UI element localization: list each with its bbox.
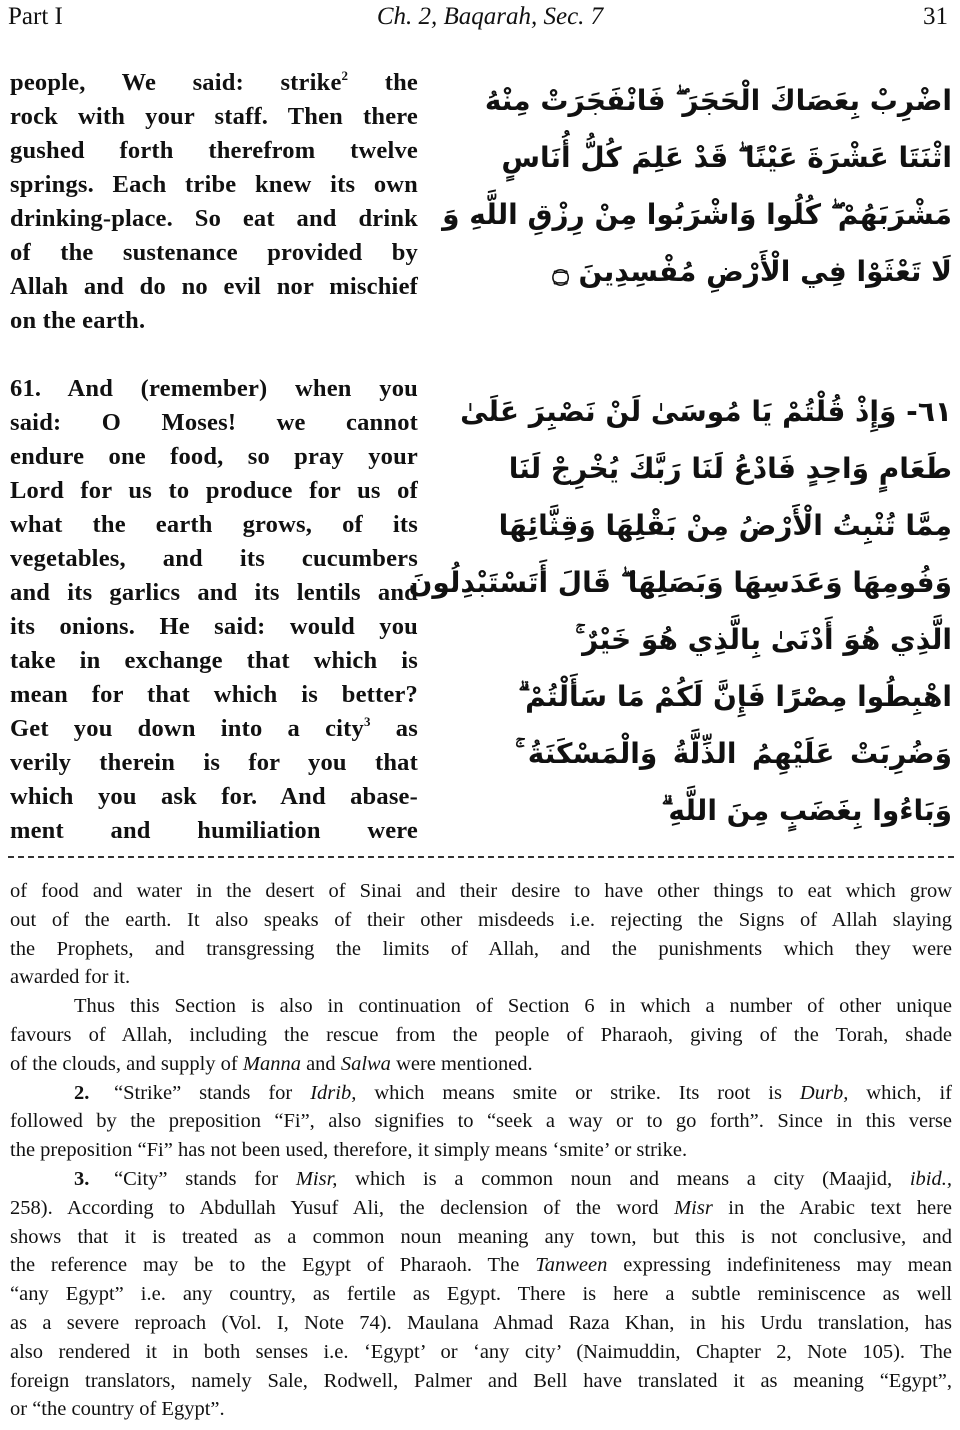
text-line bbox=[10, 1367, 952, 1396]
footnote-divider bbox=[8, 856, 954, 858]
text-run: Allah and do no evil nor mischief bbox=[10, 273, 418, 300]
italic-term: Tanween bbox=[535, 1254, 608, 1277]
italic-term: Salwa bbox=[340, 1052, 391, 1075]
text-line bbox=[10, 1251, 952, 1280]
text-run: the Prophets, and transgressing the limits of Allah, and the punishments which they were bbox=[10, 937, 952, 960]
text-run: and bbox=[300, 1052, 341, 1075]
text-run: were mentioned. bbox=[390, 1052, 533, 1075]
running-head-chapter: Ch. 2, Baqarah, Sec. 7 bbox=[376, 3, 604, 30]
italic-term: Misr bbox=[674, 1196, 713, 1219]
arabic-verse-61 bbox=[408, 383, 952, 839]
text-run: as bbox=[370, 715, 418, 742]
footnote-number: 2. bbox=[74, 1081, 90, 1104]
text-line bbox=[10, 372, 418, 406]
text-run: favours of Allah, including the rescue from the people of Pharaoh, giving of the Torah, shade bbox=[10, 1023, 952, 1046]
text-line bbox=[10, 1079, 952, 1108]
arabic-line: وَبَاءُوا بِغَضَبٍ مِنَ اللَّهِ ۗ bbox=[661, 794, 952, 827]
arabic-line: الَّذِي هُوَ أَدْنَىٰ بِالَّذِي هُوَ خَيْرٌ ۚ bbox=[575, 623, 952, 656]
italic-term: Manna bbox=[242, 1052, 301, 1075]
text-line bbox=[10, 780, 418, 814]
italic-term: Misr, bbox=[295, 1167, 338, 1190]
text-line bbox=[10, 712, 418, 746]
text-run: Thus this Section is also in continuation of Section 6 in which a number of other unique bbox=[74, 995, 952, 1018]
text-run: on the earth. bbox=[10, 307, 146, 334]
text-run: verily therein is for you that bbox=[10, 749, 418, 776]
italic-term: Idrib, bbox=[310, 1081, 357, 1104]
translation-verse-60-end bbox=[10, 66, 418, 338]
text-run: also rendered it in both senses i.e. ‘Egypt’ or ‘any city’ (Naimuddin, Chapter 2, Note 105). The bbox=[10, 1340, 952, 1363]
text-line bbox=[10, 1107, 952, 1136]
text-line bbox=[10, 1280, 952, 1309]
text-line bbox=[10, 66, 418, 100]
text-line bbox=[10, 508, 418, 542]
text-run: take in exchange that which is bbox=[10, 647, 418, 674]
text-run: and its garlics and its lentils and bbox=[10, 579, 418, 606]
text-run: foreign translators, namely Sale, Rodwell, Palmer and Bell have translated it as meaning “Egypt”, bbox=[10, 1369, 952, 1392]
italic-term: ibid., bbox=[909, 1167, 952, 1190]
text-line bbox=[10, 1165, 952, 1194]
text-run: its onions. He said: would you bbox=[10, 613, 418, 640]
text-line bbox=[10, 610, 418, 644]
text-line bbox=[10, 202, 418, 236]
text-run: of the clouds, and supply of bbox=[10, 1052, 243, 1075]
arabic-line: اثْنَتَا عَشْرَةَ عَيْنًا ۖ قَدْ عَلِمَ كُلُّ أُنَاسٍ bbox=[501, 141, 952, 174]
text-run: shows that it is treated as a common noun meaning any town, but this is not conclusive, and bbox=[10, 1225, 952, 1248]
arabic-line: اضْرِبْ بِعَصَاكَ الْحَجَرَ ۖ فَانْفَجَرَتْ مِنْهُ bbox=[484, 84, 952, 117]
text-line bbox=[10, 1021, 952, 1050]
text-line bbox=[10, 474, 418, 508]
text-run: the reference may be to the Egypt of Pharaoh. The bbox=[10, 1254, 536, 1277]
text-run: out of the earth. It also speaks of their other misdeeds i.e. rejecting the Signs of Allah slaying bbox=[10, 908, 952, 931]
text-run: ment and humiliation were bbox=[10, 817, 418, 844]
text-run: people, We said: strike bbox=[10, 69, 342, 96]
text-line bbox=[10, 906, 952, 935]
text-run: in the Arabic text here bbox=[712, 1196, 952, 1219]
text-run: expressing indefiniteness may mean bbox=[607, 1254, 952, 1277]
text-run: which you ask for. And abase- bbox=[10, 783, 418, 810]
text-line bbox=[10, 1338, 952, 1367]
text-line bbox=[10, 963, 952, 992]
italic-term: Durb, bbox=[799, 1081, 849, 1104]
text-line bbox=[10, 1194, 952, 1223]
text-run: as a severe reproach (Vol. I, Note 74). Maulana Ahmad Raza Khan, in his Urdu translation, has bbox=[10, 1311, 952, 1334]
text-run: the preposition “Fi” has not been used, therefore, it simply means ‘smite’ or strike. bbox=[10, 1139, 688, 1162]
text-run: said: O Moses! we cannot bbox=[10, 409, 418, 436]
page-number: 31 bbox=[923, 3, 948, 30]
text-line bbox=[10, 100, 418, 134]
footnote-number: 3. bbox=[74, 1167, 90, 1190]
arabic-line: مَشْرَبَهُمْ ۖ كُلُوا وَاشْرَبُوا مِنْ رِزْقِ اللَّهِ وَ bbox=[442, 198, 952, 231]
footnotes bbox=[10, 877, 952, 1424]
text-line bbox=[10, 134, 418, 168]
footnote-marker: 2 bbox=[341, 68, 349, 83]
arabic-verse-60-end bbox=[442, 72, 952, 300]
text-run: “any Egypt” i.e. any country, as fertile as Egypt. There is here a subtle reminiscence as well bbox=[10, 1283, 952, 1306]
text-run: “City” stands for bbox=[114, 1167, 296, 1190]
text-run: mean for that which is better? bbox=[10, 681, 418, 708]
text-line bbox=[10, 440, 418, 474]
text-line bbox=[10, 236, 418, 270]
text-run: the bbox=[348, 69, 418, 96]
text-run: vegetables, and its cucumbers bbox=[10, 545, 418, 572]
text-run: which means smite or strike. Its root is bbox=[356, 1081, 800, 1104]
text-line bbox=[10, 678, 418, 712]
text-run: or “the country of Egypt”. bbox=[10, 1398, 225, 1421]
text-line bbox=[10, 542, 418, 576]
arabic-line: وَضُرِبَتْ عَلَيْهِمُ الذِّلَّةُ وَالْمَسْكَنَةُ ۚ bbox=[515, 737, 952, 770]
text-line bbox=[10, 1395, 952, 1424]
arabic-line: ٦١- وَإِذْ قُلْتُمْ يَا مُوسَىٰ لَنْ نَصْبِرَ عَلَىٰ bbox=[460, 395, 952, 428]
text-run: which, if bbox=[848, 1081, 953, 1104]
text-run: Lord for us to produce for us of bbox=[10, 477, 418, 504]
text-run: 258). According to Abdullah Yusuf Ali, the declension of the word bbox=[10, 1196, 675, 1219]
text-run: Get you down into a city bbox=[10, 715, 364, 742]
text-run: followed by the preposition “Fi”, also signifies to “seek a way or to go forth”. Since in this verse bbox=[10, 1110, 952, 1133]
text-line bbox=[10, 406, 418, 440]
text-line bbox=[10, 1050, 952, 1079]
text-run: what the earth grows, of its bbox=[10, 511, 418, 538]
text-line bbox=[10, 814, 418, 848]
text-run: of food and water in the desert of Sinai and their desire to have other things to eat which grow bbox=[10, 880, 952, 902]
text-line bbox=[10, 1223, 952, 1252]
text-run: rock with your staff. Then there bbox=[10, 103, 418, 130]
text-line bbox=[10, 877, 952, 906]
arabic-line: مِمَّا تُنْبِتُ الْأَرْضُ مِنْ بَقْلِهَا وَقِثَّائِهَا bbox=[498, 509, 952, 542]
running-head-part: Part I bbox=[8, 3, 63, 30]
text-line bbox=[10, 746, 418, 780]
text-line bbox=[10, 168, 418, 202]
footnote-marker: 3 bbox=[363, 714, 371, 729]
text-line bbox=[10, 270, 418, 304]
arabic-line: اهْبِطُوا مِصْرًا فَإِنَّ لَكُمْ مَا سَأَلْتُمْ ۗ bbox=[518, 680, 952, 713]
text-run: of the sustenance provided by bbox=[10, 239, 418, 266]
text-line bbox=[10, 1136, 952, 1165]
text-run: springs. Each tribe knew its own bbox=[10, 171, 418, 198]
text-run: endure one food, so pray your bbox=[10, 443, 418, 470]
text-run: awarded for it. bbox=[10, 966, 131, 989]
text-line bbox=[10, 1309, 952, 1338]
text-run: “Strike” stands for bbox=[114, 1081, 311, 1104]
arabic-line: طَعَامٍ وَاحِدٍ فَادْعُ لَنَا رَبَّكَ يُخْرِجْ لَنَا bbox=[508, 452, 952, 485]
text-run: drinking-place. So eat and drink bbox=[10, 205, 418, 232]
text-line bbox=[10, 644, 418, 678]
arabic-line: لَا تَعْثَوْا فِي الْأَرْضِ مُفْسِدِينَ ۝ bbox=[552, 255, 952, 288]
translation-verse-61 bbox=[10, 372, 418, 848]
arabic-line: وَفُومِهَا وَعَدَسِهَا وَبَصَلِهَا ۖ قَالَ أَتَسْتَبْدِلُونَ bbox=[408, 566, 952, 599]
text-line bbox=[10, 304, 418, 338]
text-line bbox=[10, 576, 418, 610]
text-run: 61. And (remember) when you bbox=[10, 375, 418, 402]
text-line bbox=[10, 935, 952, 964]
text-run: gushed forth therefrom twelve bbox=[10, 137, 418, 164]
text-line bbox=[10, 992, 952, 1021]
text-run: which is a common noun and means a city (Maajid, bbox=[337, 1167, 910, 1190]
